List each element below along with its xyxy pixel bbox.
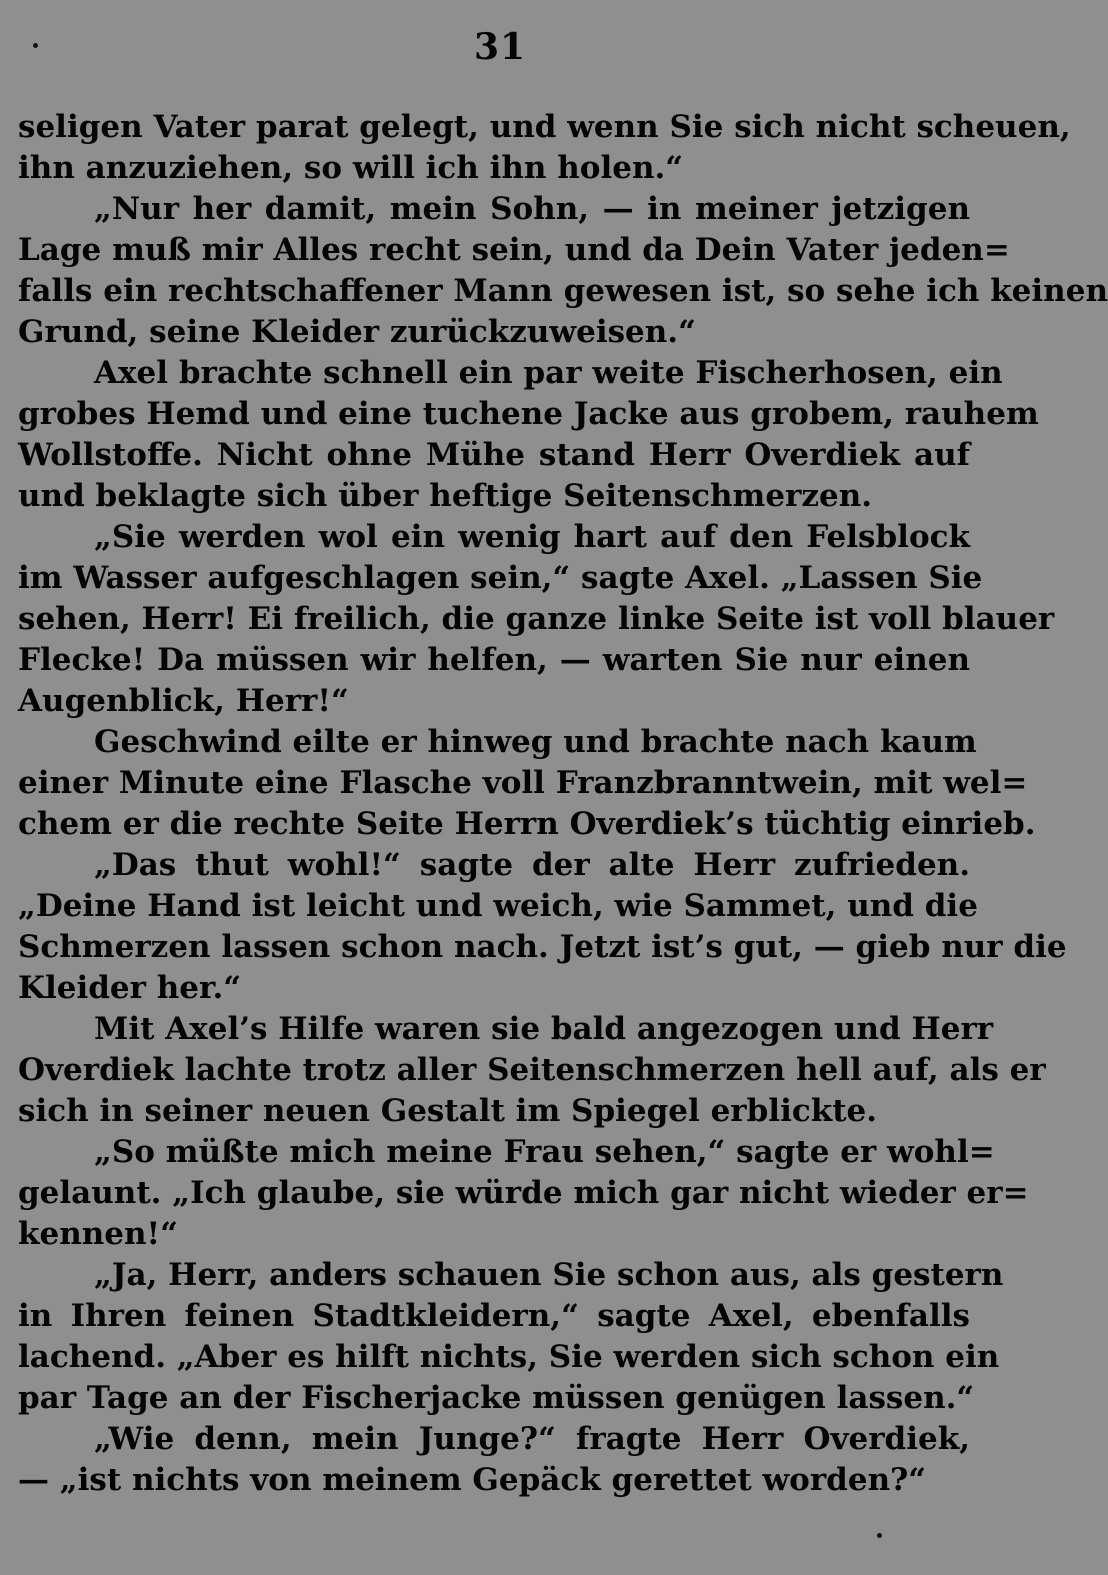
text-line: „Ja, Herr, anders schauen Sie schon aus, als gestern <box>94 1257 1004 1293</box>
text-line: grobes Hemd und eine tuchene Jacke aus grobem, rauhem <box>18 396 1039 432</box>
text-line: Geschwind eilte er hinweg und brachte nach kaum <box>94 724 977 760</box>
text-line: „Das thut wohl!“ sagte der alte Herr zufrieden. <box>94 847 970 883</box>
text-line: Flecke! Da müssen wir helfen, — warten Sie nur einen <box>18 642 970 678</box>
text-line: einer Minute eine Flasche voll Franzbranntwein, mit wel= <box>18 765 1028 801</box>
text-line: sich in seiner neuen Gestalt im Spiegel erblickte. <box>18 1093 878 1129</box>
text-line: ihn anzuziehen, so will ich ihn holen.“ <box>18 150 684 186</box>
text-line: Grund, seine Kleider zurückzuweisen.“ <box>18 314 696 350</box>
text-line: Lage muß mir Alles recht sein, und da Dein Vater jeden= <box>18 232 1010 268</box>
text-line: „So müßte mich meine Frau sehen,“ sagte er wohl= <box>94 1134 995 1170</box>
text-line: chem er die rechte Seite Herrn Overdiek’s tüchtig einrieb. <box>18 806 1036 842</box>
text-line: Axel brachte schnell ein par weite Fischerhosen, ein <box>94 355 1003 391</box>
text-line: Mit Axel’s Hilfe waren sie bald angezogen und Herr <box>94 1011 994 1047</box>
text-line: „Nur her damit, mein Sohn, — in meiner jetzigen <box>94 191 970 227</box>
text-line: sehen, Herr! Ei freilich, die ganze linke Seite ist voll blauer <box>18 601 1055 637</box>
text-line: Schmerzen lassen schon nach. Jetzt ist’s gut, — gieb nur die <box>18 929 1067 965</box>
text-line: Overdiek lachte trotz aller Seitenschmerzen hell auf, als er <box>18 1052 1046 1088</box>
text-line: par Tage an der Fischerjacke müssen genügen lassen.“ <box>18 1380 975 1416</box>
text-line: „Sie werden wol ein wenig hart auf den Felsblock <box>94 519 970 555</box>
text-line: Wollstoffe. Nicht ohne Mühe stand Herr Overdiek auf <box>18 437 970 473</box>
text-line: falls ein rechtschaffener Mann gewesen ist, so sehe ich keinen <box>18 273 1108 309</box>
text-line: „Deine Hand ist leicht und weich, wie Sammet, und die <box>18 888 978 924</box>
print-speck <box>877 1533 882 1538</box>
text-line: Kleider her.“ <box>18 970 242 1006</box>
text-line: und beklagte sich über heftige Seitenschmerzen. <box>18 478 873 514</box>
text-line: im Wasser aufgeschlagen sein,“ sagte Axel. „Lassen Sie <box>18 560 983 596</box>
text-line: lachend. „Aber es hilft nichts, Sie werden sich schon ein <box>18 1339 1000 1375</box>
body-text <box>18 107 1108 1501</box>
text-line: kennen!“ <box>18 1216 178 1252</box>
text-line: „Wie denn, mein Junge?“ fragte Herr Overdiek, <box>94 1421 970 1457</box>
text-line: Augenblick, Herr!“ <box>18 683 349 719</box>
page-number: 31 <box>473 26 527 68</box>
text-line: gelaunt. „Ich glaube, sie würde mich gar nicht wieder er= <box>18 1175 1029 1211</box>
text-line: — „ist nichts von meinem Gepäck gerettet worden?“ <box>18 1462 927 1498</box>
text-line: seligen Vater parat gelegt, und wenn Sie sich nicht scheuen, <box>18 109 1071 145</box>
text-line: in Ihren feinen Stadtkleidern,“ sagte Axel, ebenfalls <box>18 1298 970 1334</box>
